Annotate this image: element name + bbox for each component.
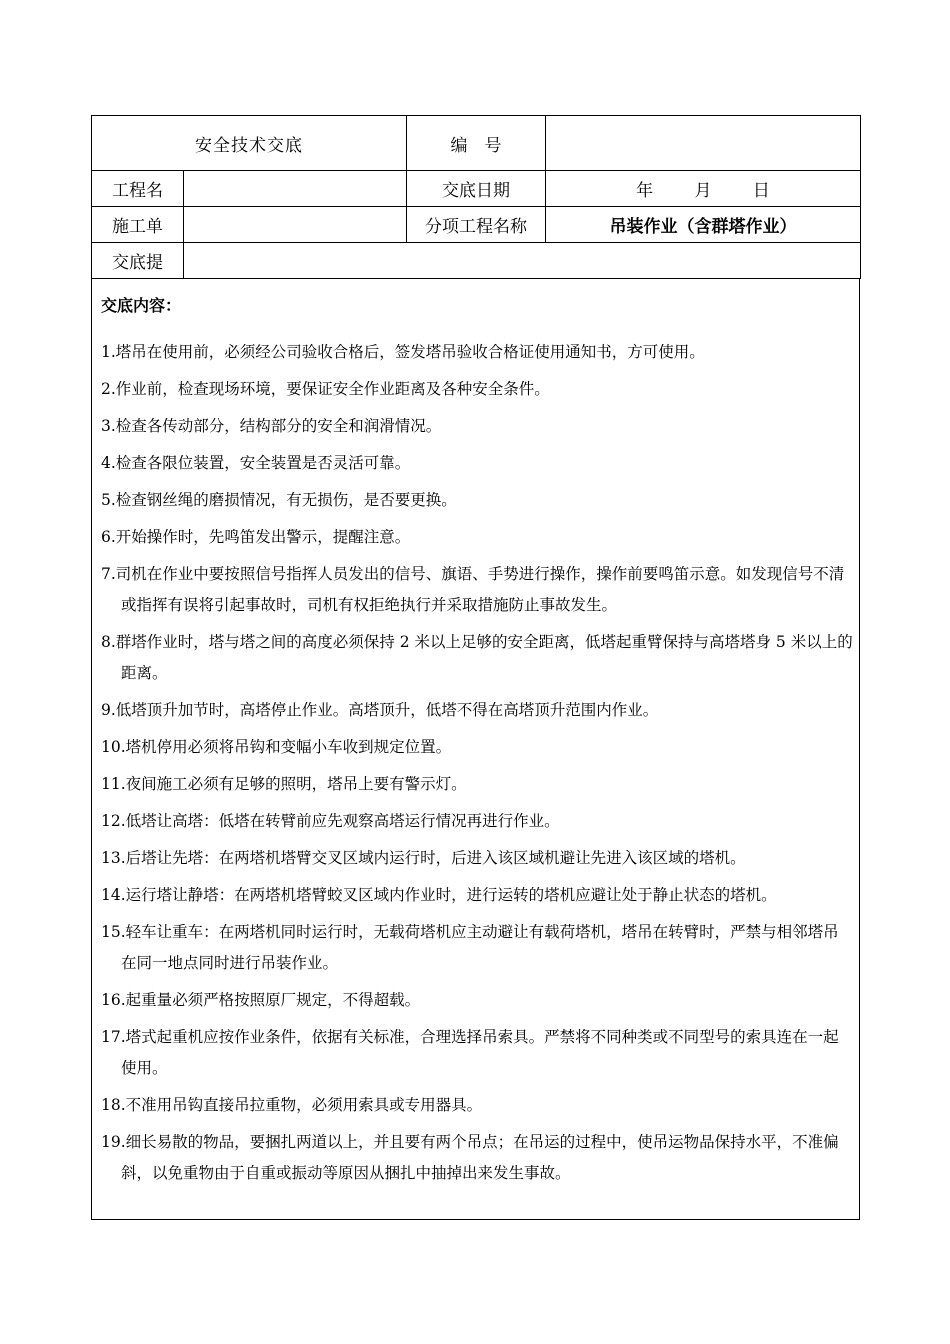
briefing-items bbox=[101, 337, 853, 1195]
number-label: 编 号 bbox=[407, 116, 546, 171]
list-item: 14.运行塔让静塔：在两塔机塔臂蛟叉区域内作业时，进行运转的塔机应避让处于静止状态的塔机。 bbox=[101, 886, 777, 904]
list-item: 11.夜间施工必须有足够的照明，塔吊上要有警示灯。 bbox=[101, 775, 467, 793]
list-item: 19.细长易散的物品，要捆扎两道以上，并且要有两个吊点；在吊运的过程中，使吊运物品保持水平，不准偏斜，以免重物由于自重或振动等原因从捆扎中抽掉出来发生事故。 bbox=[101, 1133, 839, 1182]
list-item: 9.低塔顶升加节时，高塔停止作业。高塔顶升，低塔不得在高塔顶升范围内作业。 bbox=[101, 701, 659, 719]
list-item: 18.不准用吊钩直接吊拉重物，必须用索具或专用器具。 bbox=[101, 1096, 483, 1114]
date-year: 年 bbox=[636, 181, 654, 201]
date-month: 月 bbox=[694, 181, 712, 201]
list-item: 4.检查各限位装置，安全装置是否灵活可靠。 bbox=[101, 454, 411, 472]
subproject-value: 吊装作业（含群塔作业） bbox=[546, 207, 861, 243]
date-label: 交底日期 bbox=[407, 171, 546, 207]
project-name-label: 工程名 bbox=[92, 171, 184, 207]
list-item: 12.低塔让高塔：低塔在转臂前应先观察高塔运行情况再进行作业。 bbox=[101, 812, 560, 830]
safety-briefing-form bbox=[91, 115, 860, 1220]
list-item: 15.轻车让重车：在两塔机同时运行时，无载荷塔机应主动避让有载荷塔机，塔吊在转臂时，严禁与相邻塔吊在同一地点同时进行吊装作业。 bbox=[101, 923, 839, 972]
content-heading: 交底内容： bbox=[101, 296, 182, 315]
list-item: 10.塔机停用必须将吊钩和变幅小车收到规定位置。 bbox=[101, 738, 452, 756]
number-field[interactable] bbox=[546, 116, 861, 171]
briefing-content bbox=[91, 279, 860, 1220]
subproject-label: 分项工程名称 bbox=[407, 207, 546, 243]
list-item: 16.起重量必须严格按照原厂规定，不得超载。 bbox=[101, 991, 421, 1009]
construction-unit-label: 施工单 bbox=[92, 207, 184, 243]
list-item: 7.司机在作业中要按照信号指挥人员发出的信号、旗语、手势进行操作，操作前要鸣笛示意。如发现信号不清或指挥有误将引起事故时，司机有权拒绝执行并采取措施防止事故发生。 bbox=[101, 565, 845, 614]
list-item: 13.后塔让先塔：在两塔机塔臂交叉区域内运行时，后进入该区域机避让先进入该区域的塔机。 bbox=[101, 849, 746, 867]
form-title: 安全技术交底 bbox=[92, 116, 407, 171]
date-field[interactable] bbox=[546, 171, 861, 207]
presenter-field[interactable] bbox=[184, 243, 861, 279]
list-item: 3.检查各传动部分，结构部分的安全和润滑情况。 bbox=[101, 417, 442, 435]
presenter-label: 交底提 bbox=[92, 243, 184, 279]
list-item: 8.群塔作业时，塔与塔之间的高度必须保持 2 米以上足够的安全距离，低塔起重臂保持与高塔塔身 5 米以上的距离。 bbox=[101, 633, 853, 682]
list-item: 1.塔吊在使用前，必须经公司验收合格后，签发塔吊验收合格证使用通知书，方可使用。 bbox=[101, 343, 705, 361]
construction-unit-field[interactable] bbox=[184, 207, 407, 243]
date-day: 日 bbox=[752, 181, 770, 201]
list-item: 2.作业前，检查现场环境，要保证安全作业距离及各种安全条件。 bbox=[101, 380, 550, 398]
project-name-field[interactable] bbox=[184, 171, 407, 207]
list-item: 17.塔式起重机应按作业条件，依据有关标准，合理选择吊索具。严禁将不同种类或不同型号的索具连在一起使用。 bbox=[101, 1028, 839, 1077]
list-item: 5.检查钢丝绳的磨损情况，有无损伤，是否要更换。 bbox=[101, 491, 457, 509]
list-item: 6.开始操作时，先鸣笛发出警示，提醒注意。 bbox=[101, 528, 411, 546]
header-table bbox=[91, 115, 861, 279]
